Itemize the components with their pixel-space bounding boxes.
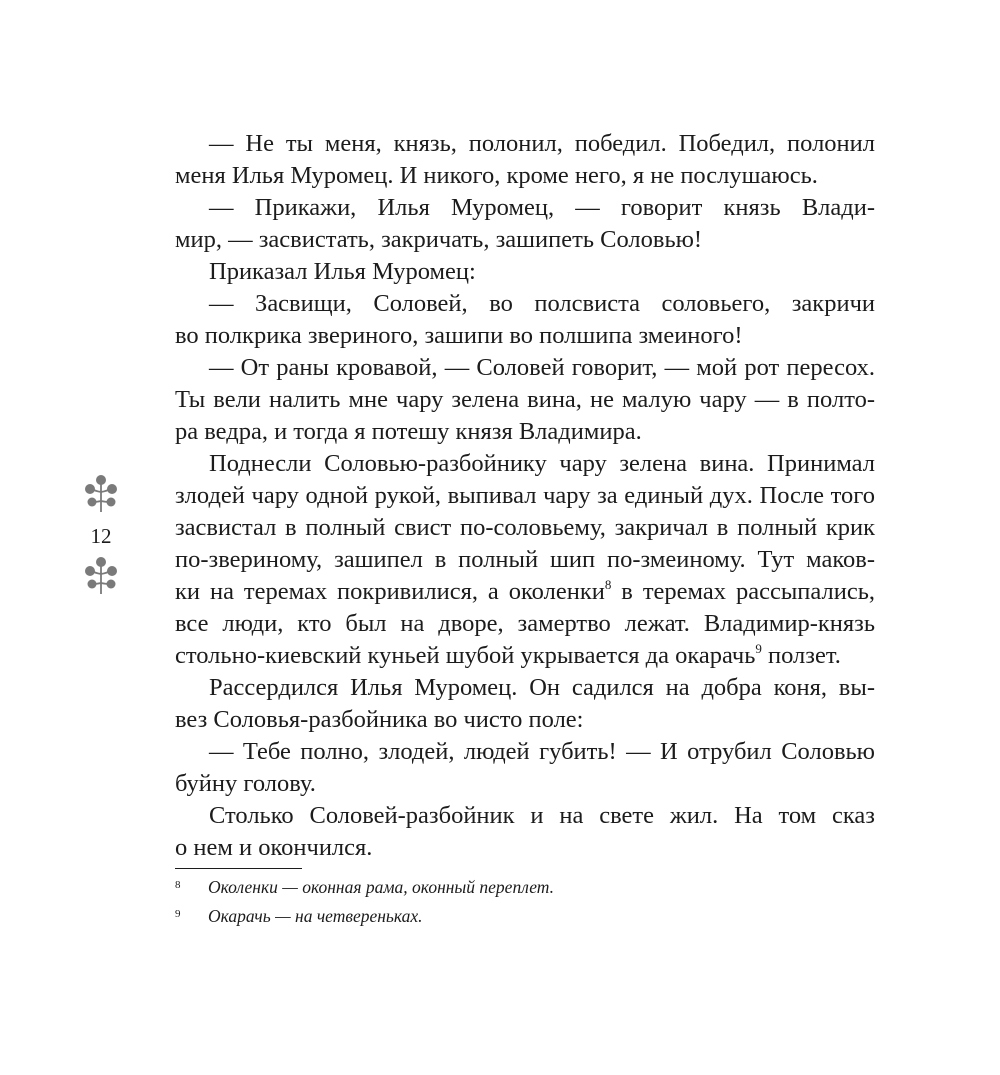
- footnote: [175, 873, 875, 902]
- footnote-number: 8: [175, 879, 181, 891]
- page-number: 12: [90, 524, 112, 548]
- text-line: во полкрика звериного, зашипи во полшипа змеиного!: [175, 322, 743, 349]
- text-line: — Засвищи, Соловей, во полсвиста соловьего, закричи: [209, 290, 875, 317]
- footnote-ref[interactable]: 8: [604, 576, 612, 592]
- text-line: злодей чару одной рукой, выпивал чару за единый дух. После того: [175, 482, 875, 509]
- line-part: в теремах рассыпались,: [611, 578, 875, 605]
- footnotes: [175, 868, 875, 931]
- text-line: вез Соловья-разбойника во чисто поле:: [175, 706, 584, 733]
- text-line: Поднесли Соловью-разбойнику чару зелена вина. Принимал: [209, 450, 875, 477]
- text-line: — От раны кровавой, — Соловей говорит, — мой рот пересох.: [209, 354, 875, 381]
- text-line: о нем и окончился.: [175, 834, 373, 861]
- text-line: [175, 640, 875, 672]
- text-line: мир, — засвистать, закричать, зашипеть Соловью!: [175, 226, 703, 253]
- text-line: — Не ты меня, князь, полонил, победил. Победил, полонил: [209, 130, 875, 157]
- footnote-text: Околенки — оконная рама, оконный переплет.: [208, 877, 555, 897]
- page-number-ornament: [76, 472, 126, 602]
- text-line: Приказал Илья Муромец:: [209, 258, 476, 285]
- sprig-icon: [83, 556, 119, 596]
- footnote-ref[interactable]: 9: [755, 640, 762, 656]
- text-line: Рассердился Илья Муромец. Он садился на добра коня, вы-: [209, 674, 875, 701]
- text-line: [175, 576, 875, 608]
- text-line: все люди, кто был на дворе, замертво лежат. Владимир-князь: [175, 610, 875, 637]
- text-line: по-звериному, зашипел в полный шип по-змеиному. Тут маков-: [175, 546, 875, 573]
- footnote: [175, 902, 875, 931]
- text-line: Столько Соловей-разбойник и на свете жил. На том сказ: [209, 802, 875, 829]
- text-line: буйну голову.: [175, 770, 316, 797]
- line-part: стольно-киевский куньей шубой укрывается да окарачь: [175, 642, 756, 669]
- text-line: засвистал в полный свист по-соловьему, закричал в полный крик: [175, 514, 875, 541]
- line-part: ползет.: [761, 642, 841, 669]
- text-line: Ты вели налить мне чару зелена вина, не малую чару — в полто-: [175, 386, 875, 413]
- text-line: меня Илья Муромец. И никого, кроме него, я не послушаюсь.: [175, 162, 818, 189]
- line-part: ки на теремах покривилися, а околенки: [175, 578, 605, 605]
- sprig-icon: [83, 474, 119, 514]
- main-text: [175, 128, 875, 864]
- text-line: ра ведра, и тогда я потешу князя Владимира.: [175, 418, 642, 445]
- footnote-divider: [175, 868, 302, 869]
- footnote-text: Окарачь — на четвереньках.: [208, 906, 423, 926]
- text-line: — Прикажи, Илья Муромец, — говорит князь Влади-: [209, 194, 875, 221]
- footnote-number: 9: [175, 908, 181, 920]
- text-line: — Тебе полно, злодей, людей губить! — И отрубил Соловью: [209, 738, 875, 765]
